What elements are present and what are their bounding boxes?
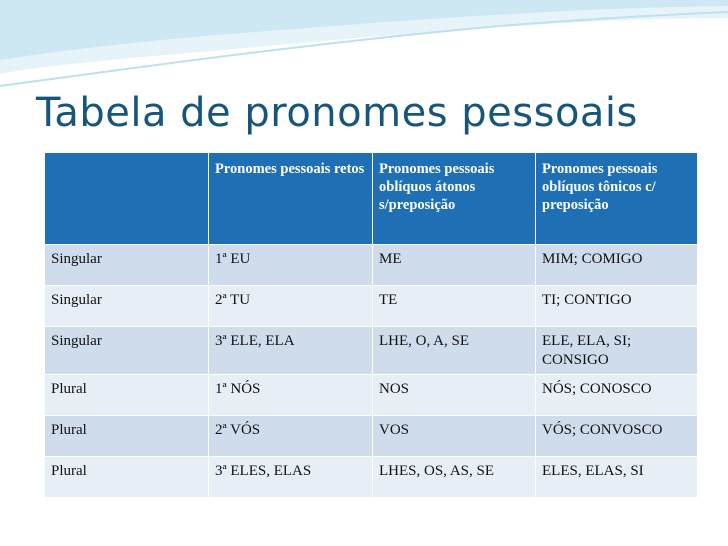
table-header-row <box>45 153 698 245</box>
tonico-cell: NÓS; CONOSCO <box>536 375 698 416</box>
table-row <box>45 416 698 457</box>
slide-title: Tabela de pronomes pessoais <box>36 90 638 136</box>
atono-cell: ME <box>373 245 536 286</box>
reto-cell: 2ª TU <box>209 286 373 327</box>
atono-cell: LHE, O, A, SE <box>373 327 536 375</box>
tonico-cell: MIM; COMIGO <box>536 245 698 286</box>
header-cell-atonos: Pronomes pessoais oblíquos átonos s/preposição <box>373 153 536 245</box>
number-cell: Singular <box>45 286 209 327</box>
tonico-cell: ELE, ELA, SI; CONSIGO <box>536 327 698 375</box>
number-cell: Plural <box>45 416 209 457</box>
number-cell: Singular <box>45 327 209 375</box>
reto-cell: 3ª ELES, ELAS <box>209 457 373 498</box>
tonico-cell: ELES, ELAS, SI <box>536 457 698 498</box>
table-row <box>45 286 698 327</box>
tonico-cell: VÓS; CONVOSCO <box>536 416 698 457</box>
reto-cell: 2ª VÓS <box>209 416 373 457</box>
atono-cell: NOS <box>373 375 536 416</box>
header-cell-tonicos: Pronomes pessoais oblíquos tônicos c/ preposição <box>536 153 698 245</box>
number-cell: Plural <box>45 375 209 416</box>
atono-cell: LHES, OS, AS, SE <box>373 457 536 498</box>
reto-cell: 1ª NÓS <box>209 375 373 416</box>
reto-cell: 3ª ELE, ELA <box>209 327 373 375</box>
number-cell: Singular <box>45 245 209 286</box>
header-cell-empty <box>45 153 209 245</box>
reto-cell: 1ª EU <box>209 245 373 286</box>
number-cell: Plural <box>45 457 209 498</box>
header-cell-retos: Pronomes pessoais retos <box>209 153 373 245</box>
tonico-cell: TI; CONTIGO <box>536 286 698 327</box>
atono-cell: VOS <box>373 416 536 457</box>
atono-cell: TE <box>373 286 536 327</box>
table-row <box>45 375 698 416</box>
pronouns-table <box>44 152 698 498</box>
table-row <box>45 457 698 498</box>
table-row <box>45 327 698 375</box>
table-row <box>45 245 698 286</box>
